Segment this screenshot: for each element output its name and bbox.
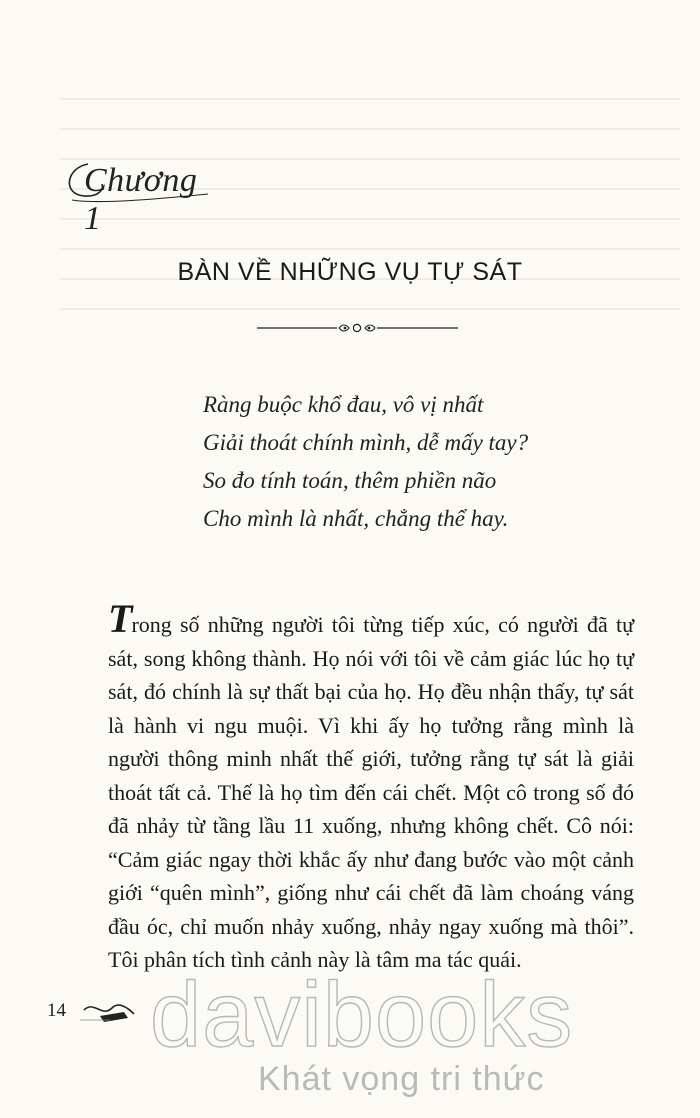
poem-line: Cho mình là nhất, chẳng thể hay.	[203, 506, 509, 531]
watermark-tagline: Khát vọng tri thức	[258, 1060, 545, 1098]
page-number: 14	[47, 1000, 66, 1021]
page-flourish-icon	[80, 996, 140, 1026]
poem-line: So đo tính toán, thêm phiền não	[203, 468, 497, 493]
epigraph-poem	[203, 386, 623, 538]
divider-ornament-icon	[255, 318, 460, 338]
poem-line: Giải thoát chính mình, dễ mấy tay?	[203, 430, 529, 455]
chapter-label: Chương 1	[84, 162, 198, 237]
watermark-logo: davibooks	[150, 964, 574, 1066]
paragraph-text: rong số những người tôi từng tiếp xúc, có người đã tự sát, song không thành. Họ nói với tôi về cảm giác lúc họ tự sát, đó chính là sự thất bại của họ. Họ đều nhận thấy, tự sát là hành vi ngu muội. Vì khi ấy họ tưởng rằng mình là người thông minh nhất thế giới, tưởng rằng tự sát là giải thoát tất cả. Thế là họ tìm đến cái chết. Một cô trong số đó đã nhảy từ tầng lầu 11 xuống, nhưng không chết. Cô nói: “Cảm giác ngay thời khắc ấy như đang bước vào một cảnh giới “quên mình”, giống như cái chết đã làm choáng váng đầu óc, chỉ muốn nhảy xuống, nhảy ngay xuống mà thôi”. Tôi phân tích tình cảnh này là tâm ma tác quái.	[108, 612, 634, 972]
drop-cap: T	[108, 596, 132, 641]
poem-line: Ràng buộc khổ đau, vô vị nhất	[203, 392, 484, 417]
chapter-title: BÀN VỀ NHỮNG VỤ TỰ SÁT	[177, 258, 523, 286]
body-paragraph	[108, 596, 634, 977]
chapter-heading	[58, 150, 218, 237]
